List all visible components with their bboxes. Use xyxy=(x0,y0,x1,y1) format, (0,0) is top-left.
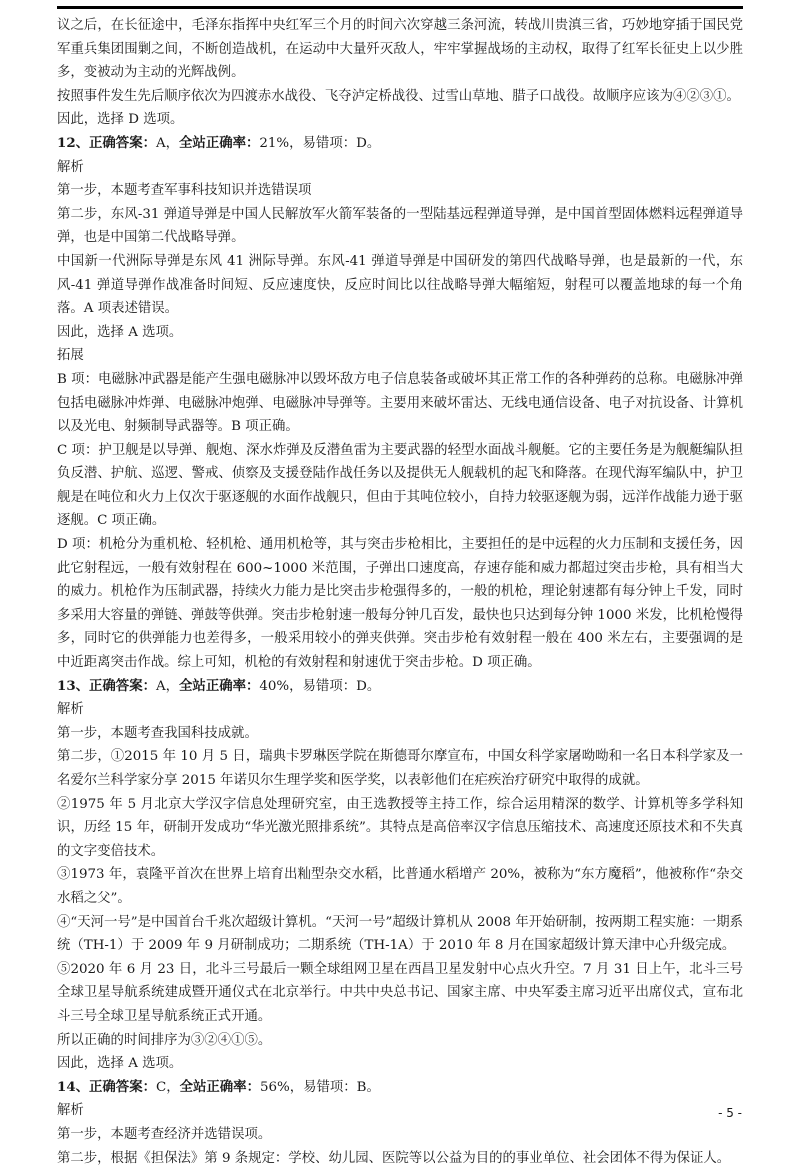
analysis-heading: 解析 xyxy=(57,156,743,180)
document-body xyxy=(57,14,743,1170)
rate-label: 全站正确率： xyxy=(179,678,259,694)
paragraph: 第二步，根据《担保法》第 9 条规定：学校、幼儿园、医院等以公益为目的的事业单位、社会团体不得为保证人。 xyxy=(57,1147,743,1170)
expand-heading: 拓展 xyxy=(57,344,743,368)
paragraph: 按照事件发生先后顺序依次为四渡赤水战役、飞夺泸定桥战役、过雪山草地、腊子口战役。故顺序应该为④②③①。 xyxy=(57,85,743,109)
question-number: 13、 xyxy=(57,678,89,694)
rate-value: 21%， xyxy=(259,136,302,151)
paragraph: 第一步，本题考查经济并选错误项。 xyxy=(57,1123,743,1147)
wrong-option: 易错项：B。 xyxy=(303,1080,380,1095)
paragraph: 第一步，本题考查我国科技成就。 xyxy=(57,722,743,746)
option-c-explanation: C 项：护卫舰是以导弹、舰炮、深水炸弹及反潜鱼雷为主要武器的轻型水面战斗舰艇。它的主要任务是为舰艇编队担负反潜、护航、巡逻、警戒、侦察及支援登陆作战任务以及提供无人舰载机的起飞和降落。在现代海军编队中，护卫舰是在吨位和火力上仅次于驱逐舰的水面作战舰只，但由于其吨位较小，自持力较驱逐舰为弱，远洋作战能力逊于驱逐舰。C 项正确。 xyxy=(57,439,743,533)
page-number: - 5 - xyxy=(718,1106,742,1120)
rate-value: 56%， xyxy=(260,1080,303,1095)
paragraph: 因此，选择 A 选项。 xyxy=(57,1052,743,1076)
question-12-header xyxy=(57,132,743,156)
wrong-option: 易错项：D。 xyxy=(303,136,381,151)
paragraph: 第二步，东风-31 弹道导弹是中国人民解放军火箭军装备的一型陆基远程弹道导弹，是中国首型固体燃料远程弹道导弹，也是中国第二代战略导弹。 xyxy=(57,203,743,250)
question-14-header xyxy=(57,1076,743,1100)
question-number: 12、 xyxy=(57,135,89,151)
answer-label: 正确答案： xyxy=(89,135,156,151)
option-b-explanation: B 项：电磁脉冲武器是能产生强电磁脉冲以毁坏敌方电子信息装备或破坏其正常工作的各种弹药的总称。电磁脉冲弹包括电磁脉冲炸弹、电磁脉冲炮弹、电磁脉冲导弹等。主要用来破坏雷达、无线电通信设备、电子对抗设备、计算机以及光电、射频制导武器等。B 项正确。 xyxy=(57,368,743,439)
rate-label: 全站正确率： xyxy=(179,135,259,151)
answer-value: C， xyxy=(156,1080,180,1095)
paragraph: ⑤2020 年 6 月 23 日，北斗三号最后一颗全球组网卫星在西昌卫星发射中心点火升空。7 月 31 日上午，北斗三号全球卫星导航系统建成暨开通仪式在北京举行。中共中央总书记、国家主席、中央军委主席习近平出席仪式，宣布北斗三号全球卫星导航系统正式开通。 xyxy=(57,958,743,1029)
rate-label: 全站正确率： xyxy=(180,1079,260,1095)
paragraph: 所以正确的时间排序为③②④①⑤。 xyxy=(57,1029,743,1053)
paragraph: 因此，选择 D 选项。 xyxy=(57,108,743,132)
answer-value: A， xyxy=(156,679,179,694)
paragraph: ③1973 年，袁隆平首次在世界上培育出籼型杂交水稻，比普通水稻增产 20%，被称为“东方魔稻”，他被称作“杂交水稻之父”。 xyxy=(57,863,743,910)
paragraph: 因此，选择 A 选项。 xyxy=(57,321,743,345)
wrong-option: 易错项：D。 xyxy=(303,679,381,694)
paragraph: 第二步，①2015 年 10 月 5 日，瑞典卡罗琳医学院在斯德哥尔摩宣布，中国女科学家屠呦呦和一名日本科学家及一名爱尔兰科学家分享 2015 年诺贝尔生理学奖和医学奖，以表彰他们在疟疾治疗研究中取得的成就。 xyxy=(57,745,743,792)
analysis-heading: 解析 xyxy=(57,698,743,722)
answer-label: 正确答案： xyxy=(89,1079,156,1095)
question-13-header xyxy=(57,675,743,699)
rate-value: 40%， xyxy=(259,679,302,694)
paragraph: 中国新一代洲际导弹是东风 41 洲际导弹。东风-41 弹道导弹是中国研发的第四代战略导弹，也是最新的一代，东风-41 弹道导弹作战准备时间短、反应速度快，反应时间比以往战略导弹大幅缩短，射程可以覆盖地球的每一个角落。A 项表述错误。 xyxy=(57,250,743,321)
answer-label: 正确答案： xyxy=(89,678,156,694)
paragraph: 议之后，在长征途中，毛泽东指挥中央红军三个月的时间六次穿越三条河流，转战川贵滇三省，巧妙地穿插于国民党军重兵集团围剿之间，不断创造战机，在运动中大量歼灭敌人，牢牢掌握战场的主动权，取得了红军长征史上以少胜多，变被动为主动的光辉战例。 xyxy=(57,14,743,85)
answer-value: A， xyxy=(156,136,179,151)
question-number: 14、 xyxy=(57,1079,89,1095)
option-d-explanation: D 项：机枪分为重机枪、轻机枪、通用机枪等，其与突击步枪相比，主要担任的是中远程的火力压制和支援任务，因此它射程远，一般有效射程在 600~1000 米范围，子弹出口速度高，存速存能和威力都超过突击步枪，具有相当大的威力。机枪作为压制武器，持续火力能力是比突击步枪强得多的，一般的机枪，理论射速都有每分钟上千发，同时多采用大容量的弹链、弹鼓等供弹。突击步枪射速一般每分钟几百发，最快也只达到每分钟 1000 米发，比机枪慢得多，同时它的供弹能力也差得多，一般采用较小的弹夹供弹。突击步枪有效射程一般在 400 米左右，主要强调的是中近距离突击作战。综上可知，机枪的有效射程和射速优于突击步枪。D 项正确。 xyxy=(57,533,743,675)
paragraph: ④“天河一号”是中国首台千兆次超级计算机。“天河一号”超级计算机从 2008 年开始研制，按两期工程实施：一期系统（TH-1）于 2009 年 9 月研制成功；二期系统（TH-1A）于 2010 年 8 月在国家超级计算天津中心升级完成。 xyxy=(57,911,743,958)
paragraph: 第一步，本题考查军事科技知识并选错误项 xyxy=(57,179,743,203)
paragraph: ②1975 年 5 月北京大学汉字信息处理研究室，由王选教授等主持工作，综合运用精深的数学、计算机等多学科知识，历经 15 年，研制开发成功“华光激光照排系统”。其特点是高倍率汉字信息压缩技术、高速度还原技术和不失真的文字变倍技术。 xyxy=(57,793,743,864)
analysis-heading: 解析 xyxy=(57,1099,743,1123)
top-rule xyxy=(57,6,743,9)
